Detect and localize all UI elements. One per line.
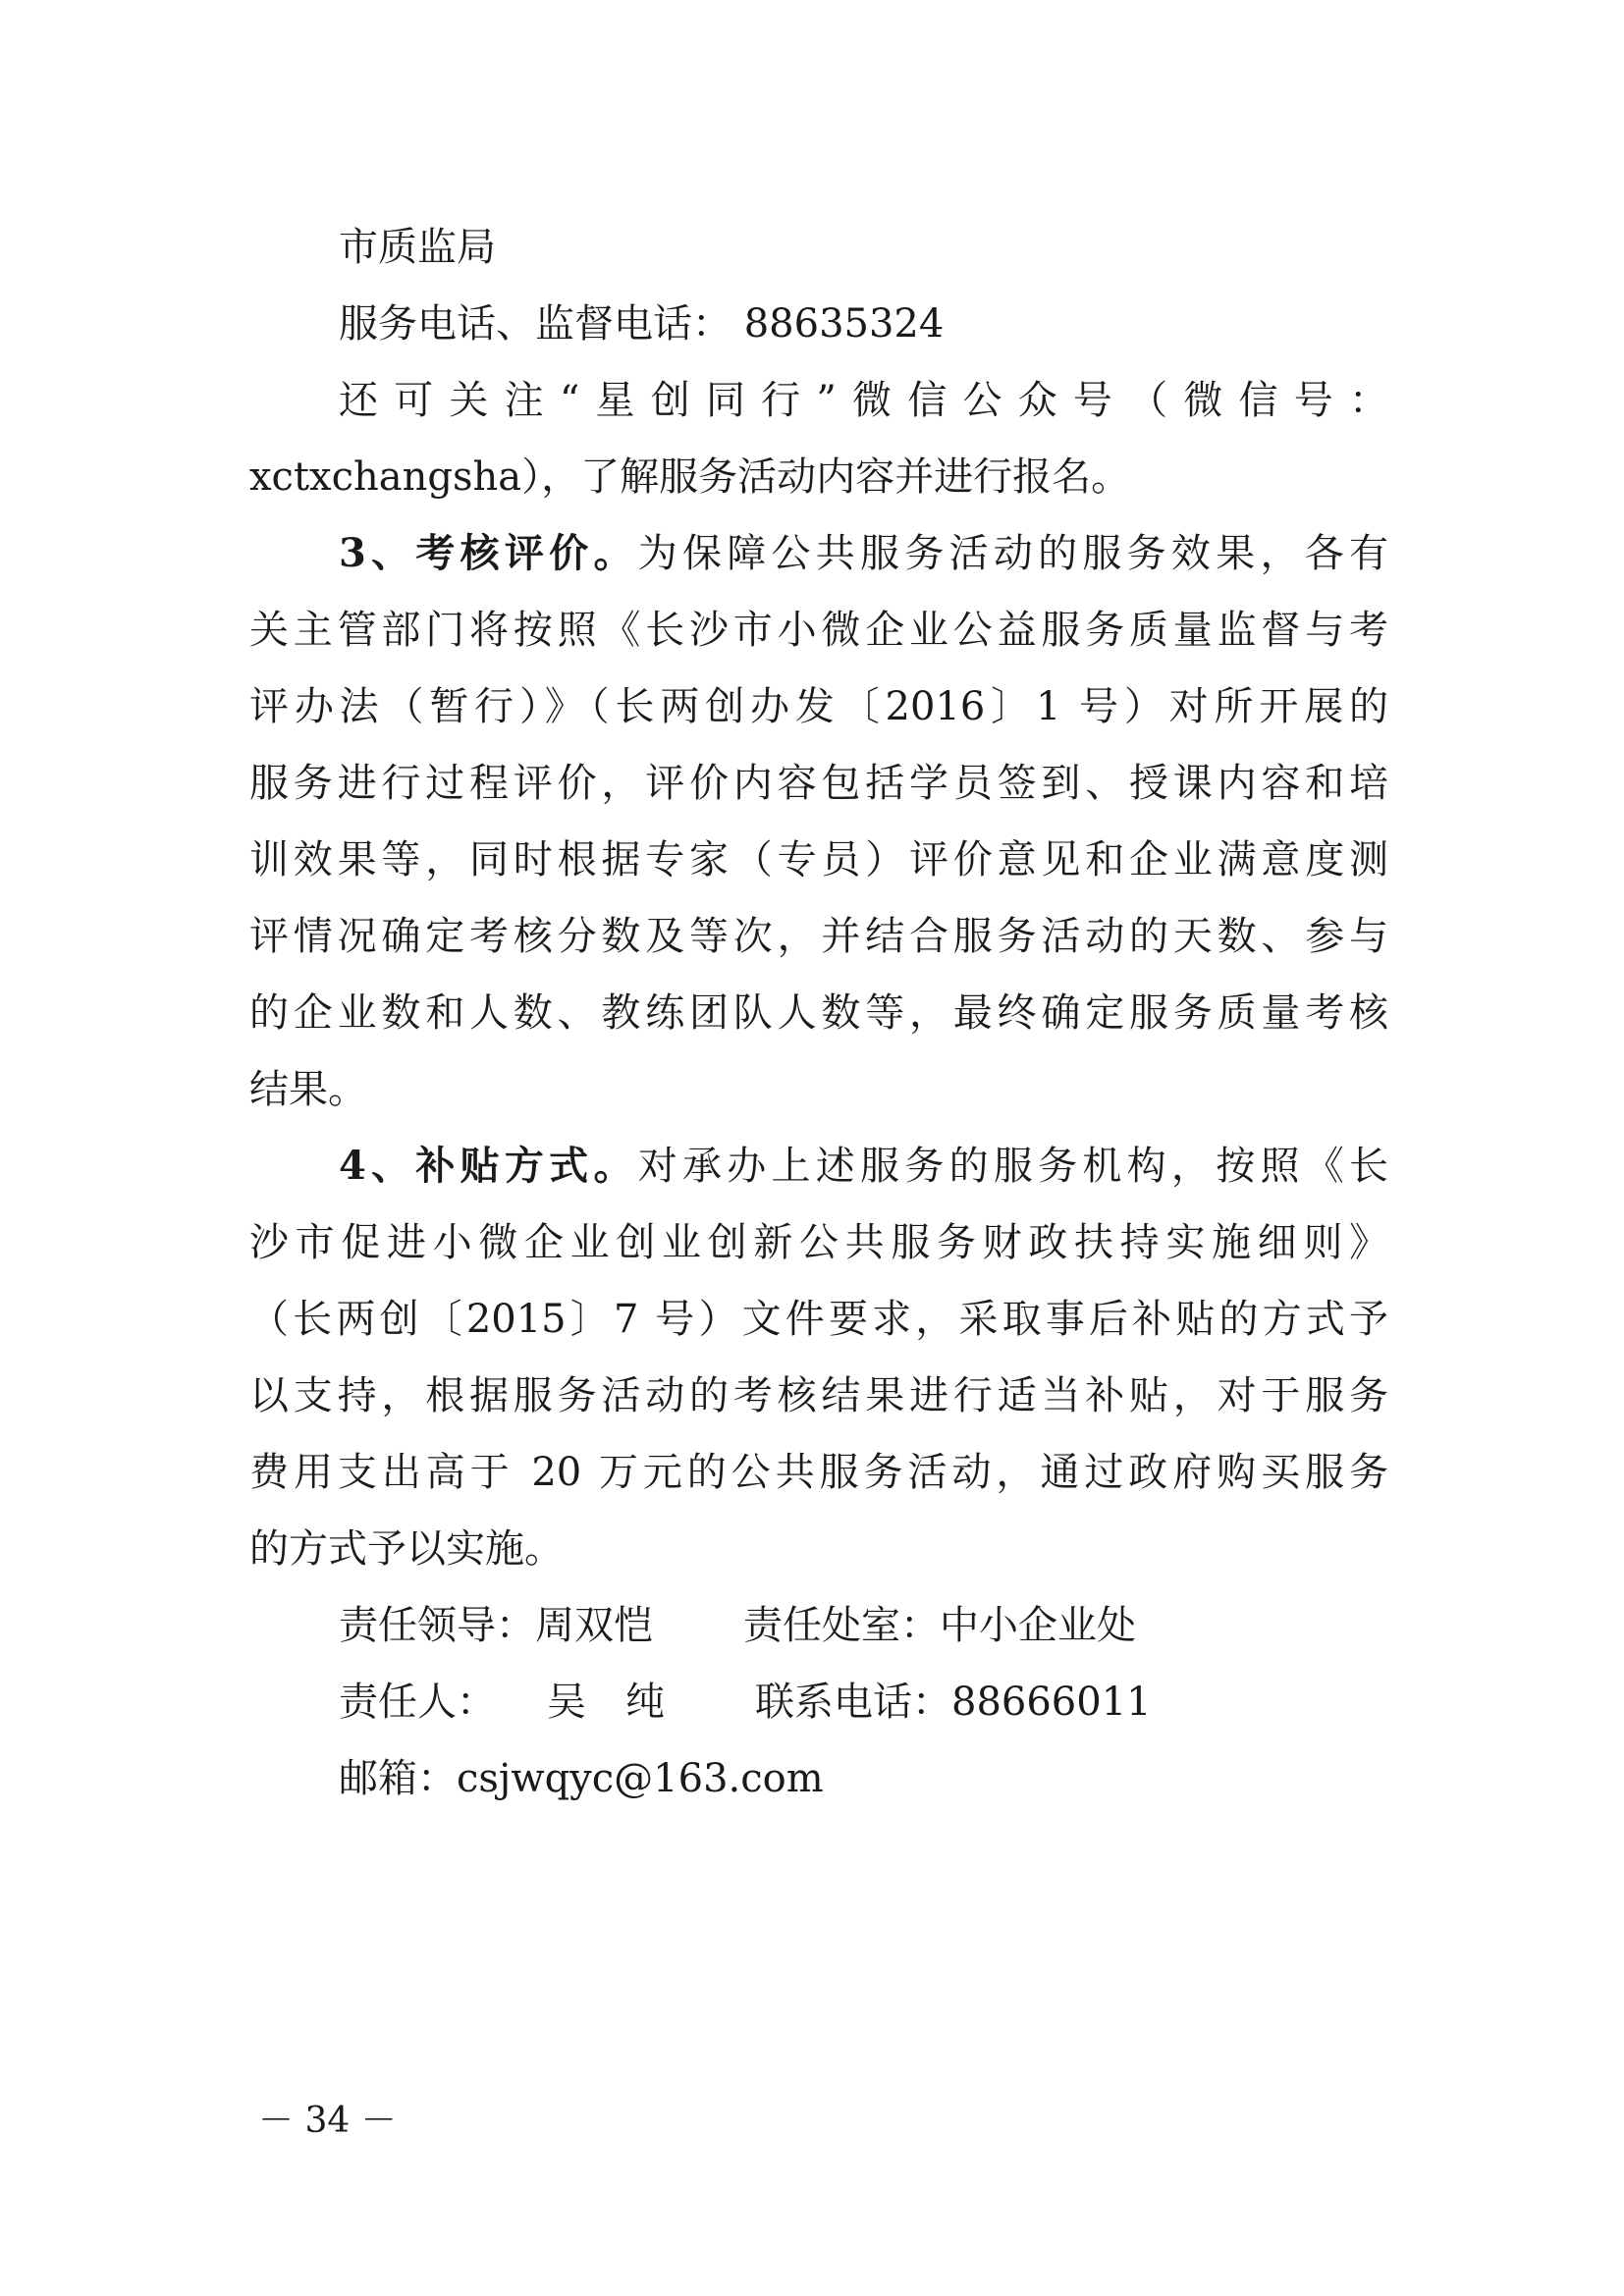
phone-line <box>339 298 1388 349</box>
section3-line-6: 的企业数和人数、教练团队人数等，最终确定服务质量考核 <box>249 990 1388 1036</box>
leader-name: 周双恺 <box>535 1603 653 1648</box>
section4-line-2: （长两创〔2015〕7 号）文件要求，采取事后补贴的方式予 <box>249 1297 1388 1342</box>
section4-line-4: 费用支出高于 20 万元的公共服务活动，通过政府购买服务 <box>249 1450 1388 1495</box>
person-name: 吴 纯 <box>547 1680 665 1725</box>
phone-number: 88635324 <box>743 301 945 347</box>
section4-first-line <box>339 1141 1388 1192</box>
email-line <box>339 1753 1388 1804</box>
section3-line-3: 服务进行过程评价，评价内容包括学员签到、授课内容和培 <box>249 761 1388 806</box>
person-label: 责任人： <box>339 1680 496 1725</box>
section4-line-3: 以支持，根据服务活动的考核结果进行适当补贴，对于服务 <box>249 1373 1388 1418</box>
section3-line-1: 关主管部门将按照《长沙市小微企业公益服务质量监督与考 <box>249 608 1388 653</box>
section4-line-5: 的方式予以实施。 <box>249 1526 564 1572</box>
section3-line-2: 评办法（暂行）》（长两创办发〔2016〕1 号）对所开展的 <box>249 684 1388 729</box>
email-address: csjwqyc@163.com <box>457 1756 824 1801</box>
section4-line-1: 沙市促进小微企业创业创新公共服务财政扶持实施细则》 <box>249 1220 1388 1265</box>
office-label: 责任处室： <box>743 1603 940 1648</box>
leader-label: 责任领导： <box>339 1603 535 1648</box>
section3-line-0: 为保障公共服务活动的服务效果，各有 <box>637 531 1388 576</box>
wechat-line-2: xctxchangsha），了解服务活动内容并进行报名。 <box>249 454 1131 500</box>
leader-line <box>339 1600 1388 1651</box>
tel-label: 联系电话： <box>755 1680 951 1725</box>
wechat-line-1: 还可关注“星创同行”微信公众号（微信号： <box>339 378 1388 423</box>
section3-line-7: 结果。 <box>249 1067 367 1112</box>
section4-heading: 4、补贴方式。 <box>339 1143 638 1189</box>
section3-line-4: 训效果等，同时根据专家（专员）评价意见和企业满意度测 <box>249 837 1388 882</box>
page-number: － 34 － <box>258 2101 397 2141</box>
section4-line-0: 对承办上述服务的服务机构，按照《长 <box>637 1144 1388 1189</box>
office-name: 中小企业处 <box>940 1603 1136 1648</box>
dept-name: 市质监局 <box>339 225 496 270</box>
person-line <box>339 1677 1388 1728</box>
section3-first-line <box>339 528 1388 579</box>
email-label: 邮箱： <box>339 1756 457 1801</box>
dept-line <box>339 222 1388 273</box>
section3-heading: 3、考核评价。 <box>339 530 638 576</box>
phone-label: 服务电话、监督电话： <box>339 301 731 347</box>
tel-number: 88666011 <box>951 1680 1152 1725</box>
section3-line-5: 评情况确定考核分数及等次，并结合服务活动的天数、参与 <box>249 914 1388 959</box>
